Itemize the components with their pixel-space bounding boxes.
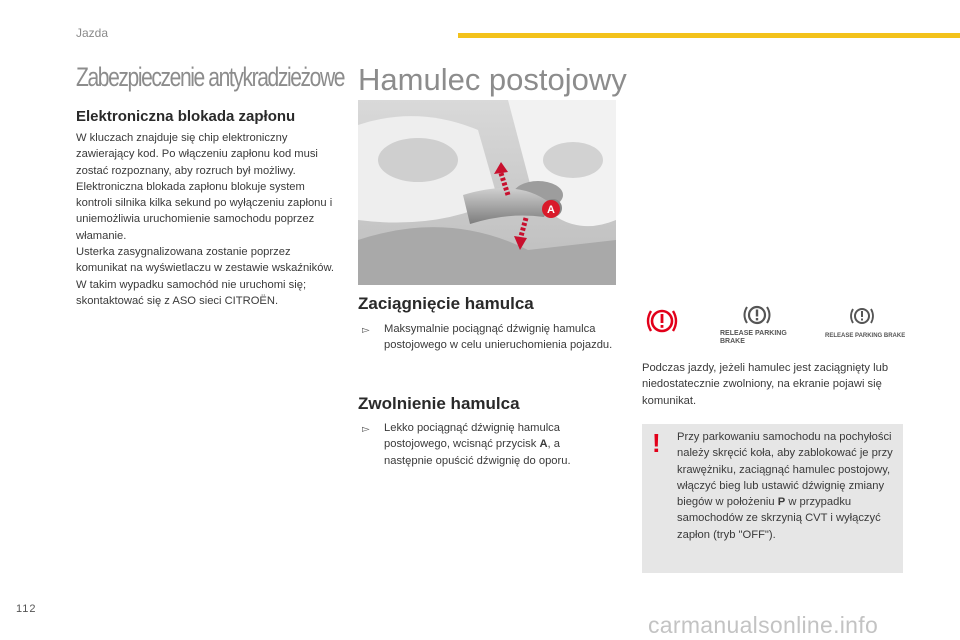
- paragraph: W takim wypadku samochód nie uruchomi się; skontaktować się z ASO sieci CITROËN.: [76, 278, 307, 307]
- page-number: 112: [16, 603, 37, 615]
- warning-icons-row: [645, 304, 905, 348]
- subtitle-immobilizer: Elektroniczna blokada zapłonu: [76, 108, 296, 125]
- paragraph: W kluczach znajduje się chip elektroniczny zawierający kod. Po włączeniu zapłonu kod musi zostać rozpoznany, aby rozruch był możliwy.: [76, 132, 318, 177]
- heading-release-brake: Zwolnienie hamulca: [358, 394, 520, 413]
- bullet-text: Lekko pociągnąć dźwignię hamulca postojowego, wcisnąć przycisk A, a następnie opuścić dźwignię do oporu.: [384, 422, 571, 467]
- release-label-line1: RELEASE PARKING: [720, 330, 787, 337]
- section-title-parking-brake: Hamulec postojowy: [358, 62, 627, 97]
- note-text: Przy parkowaniu samochodu na pochyłości należy skręcić koła, aby zablokować je przy krawężniku, zaciągnąć hamulec postojowy, włączyć bieg lub ustawić dźwignię zmiany biegów w położeniu P w przypadku samochodów ze skrzynią CVT i wyłączyć zapłon (tryb "OFF").: [677, 431, 893, 541]
- watermark-text: carmanualsonline.info: [648, 612, 879, 638]
- header-accent-bar: [458, 33, 960, 38]
- button-a-callout: A: [547, 204, 555, 216]
- release-label-line2: BRAKE: [720, 338, 745, 345]
- driving-warning-text: Podczas jazdy, jeżeli hamulec jest zaciągnięty lub niedostatecznie zwolniony, na ekranie pojawi się komunikat.: [642, 362, 889, 407]
- immobilizer-description: [76, 130, 338, 309]
- button-a-label: A: [539, 438, 548, 451]
- paragraph: Elektroniczna blokada zapłonu blokuje system kontroli silnika kilka sekund po wyłączeniu zapłonu i uniemożliwia uruchomienie samochodu poprzez włamanie.: [76, 180, 333, 242]
- bullet-arrow-icon: ▻: [362, 424, 370, 435]
- release-parking-brake-icon-small: [825, 309, 905, 339]
- release-parking-brake-icon-large: [720, 307, 787, 345]
- bullet-arrow-icon: ▻: [362, 325, 370, 336]
- brake-warning-icon: [648, 311, 676, 331]
- parking-brake-photo: [358, 100, 616, 285]
- section-title-antitheft: Zabezpieczenie antykradzieżowe: [76, 62, 345, 92]
- bullet-release-brake: [362, 420, 602, 469]
- exclamation-icon: !: [652, 428, 661, 458]
- gear-p-label: P: [777, 496, 786, 509]
- bullet-apply-brake: [362, 321, 620, 354]
- section-label: Jazda: [76, 26, 109, 40]
- paragraph: Usterka zasygnalizowana zostanie poprzez komunikat na wyświetlaczu w zestawie wskaźników.: [76, 246, 335, 275]
- heading-apply-brake: Zaciągnięcie hamulca: [358, 294, 534, 313]
- bullet-text: Maksymalnie pociągnąć dźwignię hamulca postojowego w celu unieruchomienia pojazdu.: [384, 323, 613, 352]
- release-label-single: RELEASE PARKING BRAKE: [825, 333, 905, 339]
